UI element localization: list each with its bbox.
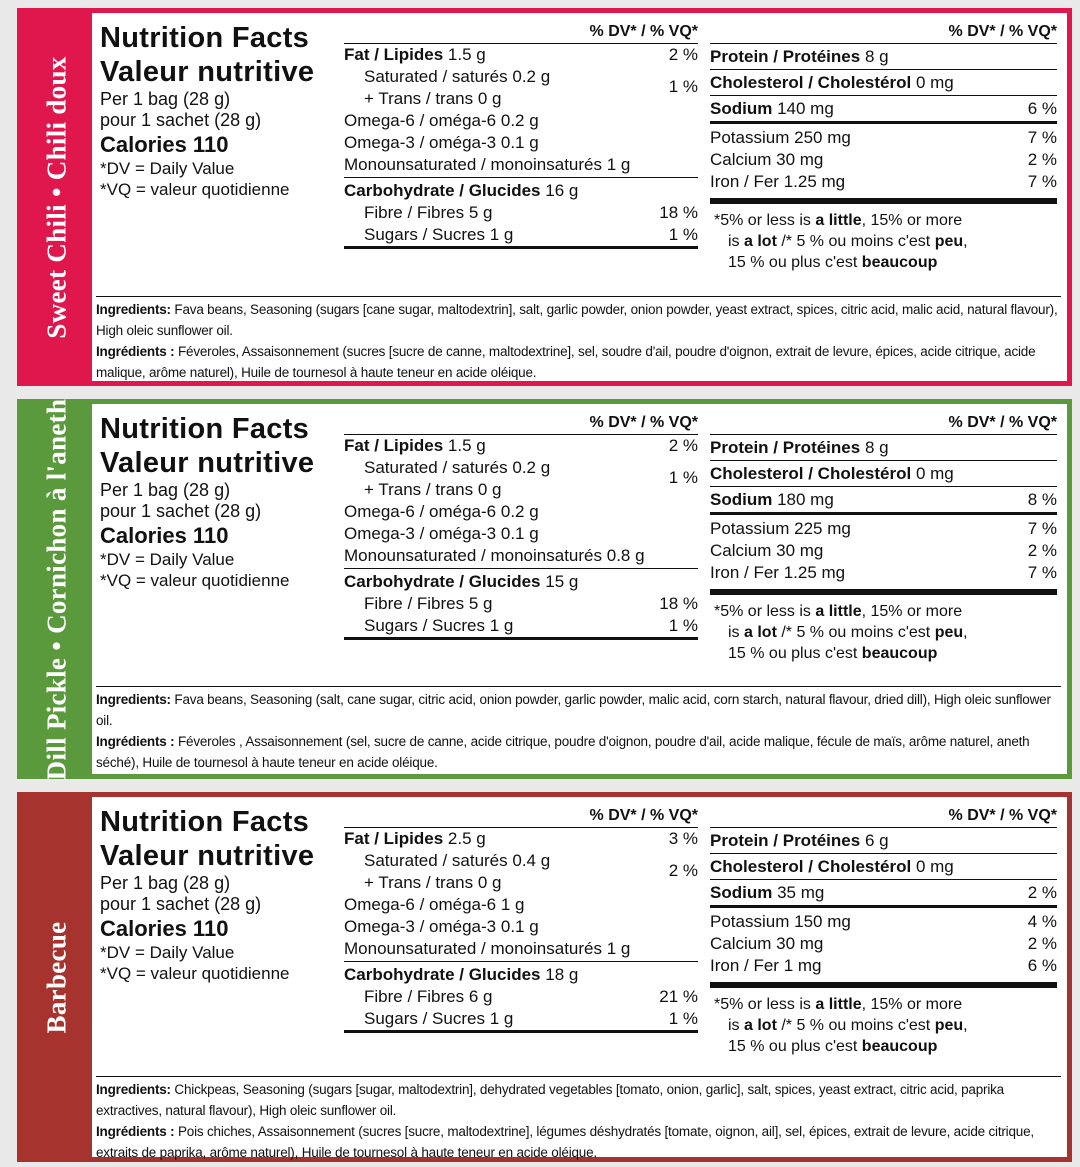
- facts-title-column: [100, 412, 335, 591]
- ingredients-fr-text: Pois chiches, Assaisonnement (sucres [sucre, maltodextrine], légumes déshydratés [tomate, oignon, ail], sel, épices, extrait de levure, acide citrique, extraits de paprika, arôme naturel), Huile de tournesol à haute teneur en acide oléique.: [96, 1124, 1034, 1160]
- fibre-label: Fibre / Fibres: [364, 987, 465, 1006]
- fibre-label: Fibre / Fibres: [364, 203, 465, 222]
- potassium-dv: 7 %: [1027, 128, 1057, 147]
- nutrition-panel: [17, 8, 1072, 386]
- mono-value: 1 g: [606, 155, 631, 174]
- mono-row: [344, 938, 698, 962]
- ingredients-en-text: Chickpeas, Seasoning (sugars [sugar, maltodextrin], dehydrated vegetables [tomato, onion, garlic], salt, spices, yeast extract, citric acid, paprika extractives, natural flavour), High oleic sunflower oil.: [96, 1082, 1004, 1118]
- fibre-row: [344, 202, 698, 224]
- trans-label: + Trans / trans: [364, 873, 474, 892]
- omega6-row: [344, 894, 698, 916]
- serving-en: Per 1 bag (28 g): [100, 89, 231, 109]
- calories: Calories 110: [100, 132, 229, 157]
- footnote-text: , 15% or more: [861, 603, 963, 620]
- iron-row: [710, 955, 1057, 988]
- potassium-row: [710, 518, 1057, 540]
- carb-value: 16 g: [545, 181, 579, 200]
- sodium-label: Sodium: [710, 99, 773, 118]
- sodium-value: 180 mg: [777, 490, 834, 509]
- ingredients-en: [96, 689, 1061, 731]
- ingredients-en-text: Fava beans, Seasoning (sugars [cane sugar, maltodextrin], salt, garlic powder, onion powder, yeast extract, spices, citric acid, malic acid, natural flavour), High oleic sunflower oil.: [96, 302, 1058, 338]
- protein-row: [710, 44, 1057, 70]
- sat-trans-dv: 1 %: [668, 77, 698, 96]
- potassium-label: Potassium: [710, 128, 790, 147]
- footnote-bold: a lot: [744, 1017, 777, 1034]
- iron-dv: 7 %: [1027, 563, 1057, 582]
- nutrients-column-left: [344, 21, 698, 249]
- vq-definition: *VQ = valeur quotidienne: [100, 571, 290, 590]
- ingredients-fr-label: Ingrédients :: [96, 344, 175, 359]
- nutrients-column-right: [710, 805, 1057, 1057]
- fibre-row: [344, 986, 698, 1008]
- sugars-row: [344, 615, 698, 640]
- ingredients-fr-label: Ingrédients :: [96, 1124, 175, 1139]
- footnote-text: ,: [963, 233, 968, 250]
- title-en: Nutrition Facts: [100, 413, 310, 445]
- fat-value: 2.5 g: [447, 829, 486, 848]
- serving-en: Per 1 bag (28 g): [100, 480, 231, 500]
- fat-row: [344, 435, 698, 457]
- sugars-label: Sugars / Sucres: [364, 1009, 485, 1028]
- omega6-value: 1 g: [500, 895, 525, 914]
- footnote-text: , 15% or more: [861, 212, 963, 229]
- saturated-label: Saturated / saturés: [364, 67, 508, 86]
- ingredients-fr-label: Ingrédients :: [96, 734, 175, 749]
- sugars-value: 1 g: [489, 225, 514, 244]
- dv-header: % DV* / % VQ*: [344, 412, 698, 435]
- vq-definition: *VQ = valeur quotidienne: [100, 180, 290, 199]
- sodium-row: [710, 880, 1057, 908]
- sugars-value: 1 g: [489, 1009, 514, 1028]
- footnote-bold: a little: [815, 603, 862, 620]
- mono-row: [344, 545, 698, 569]
- trans-value: 0 g: [477, 89, 502, 108]
- omega6-label: Omega-6 / oméga-6: [344, 111, 497, 130]
- fibre-value: 5 g: [468, 594, 493, 613]
- flavor-name: Dill Pickle • Cornichon à l'aneth: [41, 398, 72, 780]
- cholesterol-row: [710, 854, 1057, 880]
- fibre-value: 5 g: [468, 203, 493, 222]
- iron-value: 1.25 mg: [783, 563, 846, 582]
- mono-label: Monounsaturated / monoinsaturés: [344, 546, 602, 565]
- dv-header: % DV* / % VQ*: [344, 21, 698, 44]
- footnote-text: is: [728, 233, 744, 250]
- fibre-dv: 21 %: [659, 987, 698, 1006]
- ingredients-block: [96, 1076, 1061, 1163]
- serving-en: Per 1 bag (28 g): [100, 873, 231, 893]
- dv-footnote: [710, 204, 1057, 273]
- footnote-text: 15 % ou plus c'est: [728, 1038, 862, 1055]
- fibre-label: Fibre / Fibres: [364, 594, 465, 613]
- footnote-bold: peu: [934, 233, 964, 250]
- nutrients-column-right: [710, 21, 1057, 273]
- trans-row: [344, 88, 698, 110]
- ingredients-en-text: Fava beans, Seasoning (salt, cane sugar, citric acid, onion powder, garlic powder, malic acid, corn starch, natural flavour, dried dill), High oleic sunflower oil.: [96, 692, 1051, 728]
- calories: Calories 110: [100, 916, 229, 941]
- saturated-row: [344, 457, 698, 479]
- saturated-value: 0.2 g: [512, 458, 551, 477]
- iron-label: Iron / Fer: [710, 172, 779, 191]
- sugars-label: Sugars / Sucres: [364, 616, 485, 635]
- iron-value: 1.25 mg: [783, 172, 846, 191]
- sodium-dv: 6 %: [1027, 99, 1057, 118]
- mono-label: Monounsaturated / monoinsaturés: [344, 155, 602, 174]
- carb-label: Carbohydrate / Glucides: [344, 572, 541, 591]
- fibre-row: [344, 593, 698, 615]
- fat-value: 1.5 g: [447, 436, 486, 455]
- sugars-dv: 1 %: [668, 225, 698, 244]
- sugars-label: Sugars / Sucres: [364, 225, 485, 244]
- omega3-row: [344, 916, 698, 938]
- omega3-value: 0.1 g: [500, 917, 539, 936]
- omega3-label: Omega-3 / oméga-3: [344, 133, 497, 152]
- trans-row: [344, 479, 698, 501]
- dv-footnote: [710, 988, 1057, 1057]
- omega3-row: [344, 523, 698, 545]
- footnote-text: ,: [963, 624, 968, 641]
- sodium-value: 140 mg: [777, 99, 834, 118]
- calcium-row: [710, 149, 1057, 171]
- omega6-value: 0.2 g: [500, 111, 539, 130]
- iron-label: Iron / Fer: [710, 563, 779, 582]
- iron-dv: 6 %: [1027, 956, 1057, 975]
- dv-footnote: [710, 595, 1057, 664]
- footnote-text: is: [728, 624, 744, 641]
- serving-fr: pour 1 sachet (28 g): [100, 110, 262, 130]
- nutrients-column-right: [710, 412, 1057, 664]
- fibre-dv: 18 %: [659, 594, 698, 613]
- omega3-label: Omega-3 / oméga-3: [344, 917, 497, 936]
- footnote-bold: peu: [934, 1017, 964, 1034]
- calcium-row: [710, 540, 1057, 562]
- fat-dv: 2 %: [668, 45, 698, 64]
- calories: Calories 110: [100, 523, 229, 548]
- footnote-text: /* 5 % ou moins c'est: [776, 624, 935, 641]
- sodium-label: Sodium: [710, 490, 773, 509]
- potassium-value: 150 mg: [794, 912, 851, 931]
- ingredients-block: [96, 296, 1061, 383]
- footnote-text: *5% or less is: [714, 603, 816, 620]
- omega3-label: Omega-3 / oméga-3: [344, 524, 497, 543]
- potassium-value: 250 mg: [794, 128, 851, 147]
- saturated-value: 0.2 g: [512, 67, 551, 86]
- potassium-dv: 4 %: [1027, 912, 1057, 931]
- ingredients-fr-text: Féveroles, Assaisonnement (sucres [sucre de canne, maltodextrine], sel, soudre d'ail, poudre d'oignon, extrait de levure, épices, acide citrique, acide malique, arôme naturel), Huile de tournesol à haute teneur en acide oléique.: [96, 344, 1036, 380]
- mono-value: 1 g: [606, 939, 631, 958]
- footnote-text: , 15% or more: [861, 996, 963, 1013]
- footnote-bold: beaucoup: [861, 254, 938, 271]
- calcium-dv: 2 %: [1027, 541, 1057, 560]
- fat-dv: 2 %: [668, 436, 698, 455]
- footnote-text: ,: [963, 1017, 968, 1034]
- iron-dv: 7 %: [1027, 172, 1057, 191]
- fat-label: Fat / Lipides: [344, 436, 444, 455]
- omega6-label: Omega-6 / oméga-6: [344, 895, 497, 914]
- nutrients-column-left: [344, 805, 698, 1033]
- sugars-dv: 1 %: [668, 616, 698, 635]
- sodium-value: 35 mg: [777, 883, 825, 902]
- footnote-bold: beaucoup: [861, 645, 938, 662]
- footnote-bold: beaucoup: [861, 1038, 938, 1055]
- potassium-label: Potassium: [710, 519, 790, 538]
- protein-value: 6 g: [864, 831, 889, 850]
- calcium-label: Calcium: [710, 934, 772, 953]
- carb-value: 15 g: [545, 572, 579, 591]
- ingredients-block: [96, 686, 1061, 773]
- flavor-band: [22, 13, 92, 381]
- saturated-label: Saturated / saturés: [364, 458, 508, 477]
- omega6-label: Omega-6 / oméga-6: [344, 502, 497, 521]
- fat-dv: 3 %: [668, 829, 698, 848]
- facts-title-column: [100, 805, 335, 984]
- ingredients-fr: [96, 1121, 1061, 1163]
- saturated-value: 0.4 g: [512, 851, 551, 870]
- nutrition-panel: [17, 792, 1072, 1162]
- cholesterol-value: 0 mg: [915, 857, 954, 876]
- footnote-text: /* 5 % ou moins c'est: [776, 1017, 935, 1034]
- ingredients-fr: [96, 731, 1061, 773]
- calcium-dv: 2 %: [1027, 150, 1057, 169]
- carb-label: Carbohydrate / Glucides: [344, 181, 541, 200]
- footnote-text: *5% or less is: [714, 212, 816, 229]
- saturated-label: Saturated / saturés: [364, 851, 508, 870]
- mono-value: 0.8 g: [606, 546, 645, 565]
- facts-title-column: [100, 21, 335, 200]
- omega6-row: [344, 501, 698, 523]
- fat-row: [344, 44, 698, 66]
- carb-label: Carbohydrate / Glucides: [344, 965, 541, 984]
- sodium-dv: 2 %: [1027, 883, 1057, 902]
- flavor-name: Sweet Chili • Chili doux: [41, 55, 72, 339]
- dv-definition: *DV = Daily Value: [100, 943, 235, 962]
- potassium-label: Potassium: [710, 912, 790, 931]
- footnote-text: *5% or less is: [714, 996, 816, 1013]
- ingredients-en-label: Ingredients:: [96, 692, 171, 707]
- fat-value: 1.5 g: [447, 45, 486, 64]
- carb-row: [344, 964, 698, 986]
- protein-label: Protein / Protéines: [710, 438, 861, 457]
- footnote-text: 15 % ou plus c'est: [728, 645, 862, 662]
- fat-label: Fat / Lipides: [344, 829, 444, 848]
- sodium-label: Sodium: [710, 883, 773, 902]
- sugars-row: [344, 1008, 698, 1033]
- calcium-label: Calcium: [710, 541, 772, 560]
- calcium-value: 30 mg: [776, 150, 824, 169]
- ingredients-en-label: Ingredients:: [96, 302, 171, 317]
- fat-label: Fat / Lipides: [344, 45, 444, 64]
- protein-value: 8 g: [864, 47, 889, 66]
- dv-header-right: % DV* / % VQ*: [710, 21, 1057, 44]
- calcium-value: 30 mg: [776, 934, 824, 953]
- dv-header: % DV* / % VQ*: [344, 805, 698, 828]
- omega3-value: 0.1 g: [500, 524, 539, 543]
- omega6-value: 0.2 g: [500, 502, 539, 521]
- dv-definition: *DV = Daily Value: [100, 159, 235, 178]
- cholesterol-row: [710, 70, 1057, 96]
- potassium-dv: 7 %: [1027, 519, 1057, 538]
- sat-trans-dv: 2 %: [668, 861, 698, 880]
- protein-row: [710, 828, 1057, 854]
- potassium-value: 225 mg: [794, 519, 851, 538]
- iron-value: 1 mg: [783, 956, 822, 975]
- sugars-value: 1 g: [489, 616, 514, 635]
- serving-fr: pour 1 sachet (28 g): [100, 894, 262, 914]
- mono-row: [344, 154, 698, 178]
- potassium-row: [710, 127, 1057, 149]
- omega3-row: [344, 132, 698, 154]
- cholesterol-label: Cholesterol / Cholestérol: [710, 464, 912, 483]
- ingredients-en: [96, 299, 1061, 341]
- trans-value: 0 g: [477, 873, 502, 892]
- mono-label: Monounsaturated / monoinsaturés: [344, 939, 602, 958]
- protein-label: Protein / Protéines: [710, 47, 861, 66]
- nutrients-column-left: [344, 412, 698, 640]
- dv-definition: *DV = Daily Value: [100, 550, 235, 569]
- calcium-value: 30 mg: [776, 541, 824, 560]
- trans-value: 0 g: [477, 480, 502, 499]
- fat-row: [344, 828, 698, 850]
- title-en: Nutrition Facts: [100, 806, 310, 838]
- title-fr: Valeur nutritive: [100, 840, 315, 872]
- sugars-dv: 1 %: [668, 1009, 698, 1028]
- iron-row: [710, 171, 1057, 204]
- flavor-band: [22, 398, 92, 780]
- footnote-text: /* 5 % ou moins c'est: [776, 233, 935, 250]
- protein-value: 8 g: [864, 438, 889, 457]
- protein-row: [710, 435, 1057, 461]
- nutrition-panel: [17, 399, 1072, 779]
- iron-row: [710, 562, 1057, 595]
- fibre-value: 6 g: [468, 987, 493, 1006]
- title-fr: Valeur nutritive: [100, 56, 315, 88]
- cholesterol-value: 0 mg: [915, 73, 954, 92]
- ingredients-en: [96, 1079, 1061, 1121]
- footnote-text: 15 % ou plus c'est: [728, 254, 862, 271]
- iron-label: Iron / Fer: [710, 956, 779, 975]
- cholesterol-label: Cholesterol / Cholestérol: [710, 73, 912, 92]
- protein-label: Protein / Protéines: [710, 831, 861, 850]
- cholesterol-row: [710, 461, 1057, 487]
- calcium-row: [710, 933, 1057, 955]
- carb-row: [344, 571, 698, 593]
- sodium-dv: 8 %: [1027, 490, 1057, 509]
- saturated-row: [344, 66, 698, 88]
- omega6-row: [344, 110, 698, 132]
- title-en: Nutrition Facts: [100, 22, 310, 54]
- sodium-row: [710, 96, 1057, 124]
- sat-trans-dv: 1 %: [668, 468, 698, 487]
- sugars-row: [344, 224, 698, 249]
- dv-header-right: % DV* / % VQ*: [710, 805, 1057, 828]
- footnote-bold: a lot: [744, 233, 777, 250]
- ingredients-fr-text: Féveroles , Assaisonnement (sel, sucre de canne, acide citrique, poudre d'oignon, poudre d'ail, acide malique, fécule de maïs, arôme naturel, aneth séché), Huile de tournesol à haute teneur en acide oléique.: [96, 734, 1030, 770]
- footnote-text: is: [728, 1017, 744, 1034]
- cholesterol-value: 0 mg: [915, 464, 954, 483]
- calcium-dv: 2 %: [1027, 934, 1057, 953]
- vq-definition: *VQ = valeur quotidienne: [100, 964, 290, 983]
- trans-row: [344, 872, 698, 894]
- trans-label: + Trans / trans: [364, 89, 474, 108]
- footnote-bold: a lot: [744, 624, 777, 641]
- omega3-value: 0.1 g: [500, 133, 539, 152]
- ingredients-en-label: Ingredients:: [96, 1082, 171, 1097]
- footnote-bold: a little: [815, 996, 862, 1013]
- carb-value: 18 g: [545, 965, 579, 984]
- footnote-bold: peu: [934, 624, 964, 641]
- sodium-row: [710, 487, 1057, 515]
- potassium-row: [710, 911, 1057, 933]
- dv-header-right: % DV* / % VQ*: [710, 412, 1057, 435]
- cholesterol-label: Cholesterol / Cholestérol: [710, 857, 912, 876]
- ingredients-fr: [96, 341, 1061, 383]
- saturated-row: [344, 850, 698, 872]
- calcium-label: Calcium: [710, 150, 772, 169]
- trans-label: + Trans / trans: [364, 480, 474, 499]
- flavor-name: Barbecue: [41, 921, 72, 1033]
- flavor-band: [22, 797, 92, 1157]
- serving-fr: pour 1 sachet (28 g): [100, 501, 262, 521]
- title-fr: Valeur nutritive: [100, 447, 315, 479]
- footnote-bold: a little: [815, 212, 862, 229]
- fibre-dv: 18 %: [659, 203, 698, 222]
- carb-row: [344, 180, 698, 202]
